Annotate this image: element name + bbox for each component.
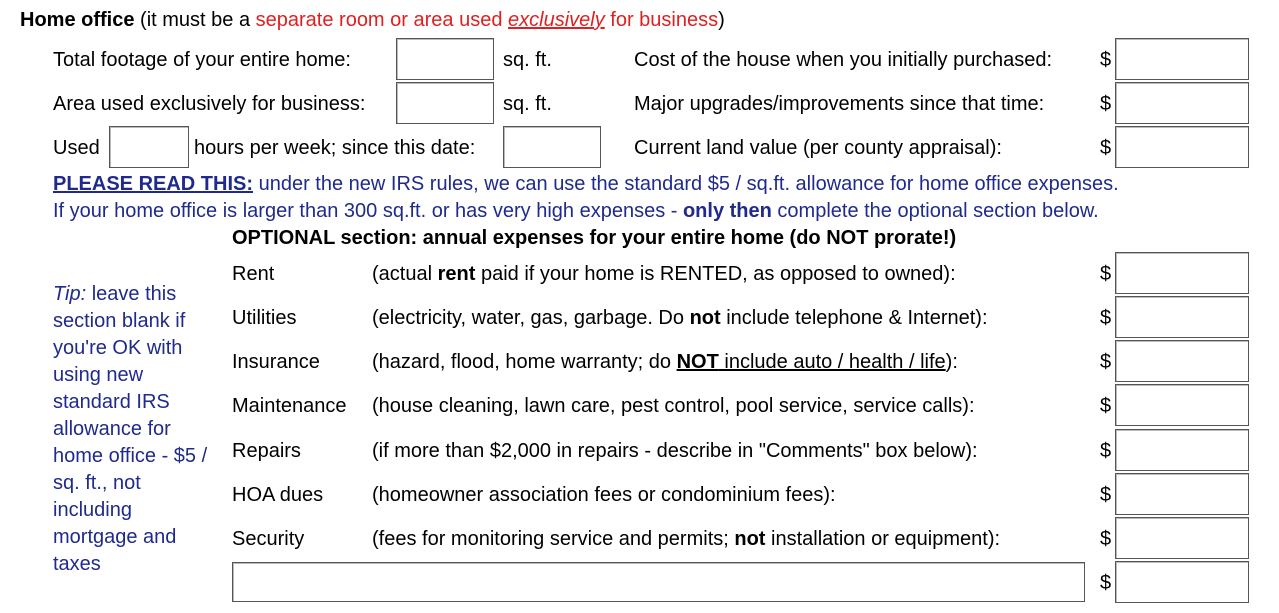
notice-line-1 xyxy=(53,172,1119,196)
rent-desc-c: paid if your home is RENTED, as opposed to owned): xyxy=(475,263,956,285)
maintenance-input[interactable] xyxy=(1115,384,1249,426)
notice-text-1: under the new IRS rules, we can use the standard $5 / sq.ft. allowance for home office expenses. xyxy=(253,173,1119,195)
rent-desc-bold: rent xyxy=(437,263,476,285)
currency-sign: $ xyxy=(1100,395,1112,417)
expense-desc-maintenance: (house cleaning, lawn care, pest control, pool service, service calls): xyxy=(372,395,975,417)
rent-input[interactable] xyxy=(1115,252,1249,294)
sqft-unit-2: sq. ft. xyxy=(503,93,552,115)
since-date-input[interactable] xyxy=(503,126,601,168)
expense-name-hoa: HOA dues xyxy=(232,484,324,506)
expense-name-repairs: Repairs xyxy=(232,440,301,462)
cost-label: Cost of the house when you initially purchased: xyxy=(634,49,1053,71)
expense-name-security: Security xyxy=(232,528,305,550)
optional-title-c: prorate!) xyxy=(868,227,957,249)
security-input[interactable] xyxy=(1115,517,1249,559)
heading-paren-open: (it must be a xyxy=(140,9,256,31)
notice-line-2 xyxy=(53,199,1099,223)
utilities-desc-bold: not xyxy=(689,307,721,329)
expense-desc-security xyxy=(372,527,1000,551)
notice-heading: PLEASE READ THIS: xyxy=(53,173,254,195)
expense-name-utilities: Utilities xyxy=(232,307,297,329)
used-label: Used xyxy=(53,137,100,159)
currency-sign: $ xyxy=(1100,263,1112,285)
optional-title-not: NOT xyxy=(826,227,869,249)
currency-sign: $ xyxy=(1100,484,1112,506)
tip-label: Tip: xyxy=(53,283,87,305)
land-value-label: Current land value (per county appraisal): xyxy=(634,137,1002,159)
repairs-input[interactable] xyxy=(1115,429,1249,471)
currency-sign: $ xyxy=(1100,528,1112,550)
insurance-desc-c: include auto / health / life xyxy=(718,351,946,373)
total-footage-label: Total footage of your entire home: xyxy=(53,49,351,71)
utilities-desc-a: (electricity, water, gas, garbage. Do xyxy=(372,307,690,329)
currency-sign: $ xyxy=(1100,137,1112,159)
utilities-desc-c: include telephone & Internet): xyxy=(720,307,988,329)
tip-text: leave this section blank if you're OK with using new standard IRS allowance for home office - $5 / sq. ft., not including mortgage and taxes xyxy=(53,283,208,575)
area-business-input[interactable] xyxy=(396,82,494,124)
insurance-desc-not: NOT xyxy=(676,351,719,373)
heading-red-text-2: for business xyxy=(604,9,719,31)
security-desc-a: (fees for monitoring service and permits; xyxy=(372,528,735,550)
hours-label: hours per week; since this date: xyxy=(194,137,476,159)
sqft-unit-1: sq. ft. xyxy=(503,49,552,71)
currency-sign: $ xyxy=(1100,307,1112,329)
currency-sign: $ xyxy=(1100,351,1112,373)
tip-note xyxy=(53,281,213,578)
notice-only-then: only then xyxy=(682,200,772,222)
expense-desc-repairs: (if more than $2,000 in repairs - describe in "Comments" box below): xyxy=(372,440,978,462)
other-expense-description-input[interactable] xyxy=(232,562,1085,602)
insurance-desc-a: (hazard, flood, home warranty; do xyxy=(372,351,677,373)
currency-sign: $ xyxy=(1100,440,1112,462)
currency-sign: $ xyxy=(1100,49,1112,71)
notice-text-2c: complete the optional section below. xyxy=(771,200,1099,222)
expense-name-insurance: Insurance xyxy=(232,351,320,373)
cost-input[interactable] xyxy=(1115,38,1249,80)
section-heading xyxy=(20,8,725,32)
hoa-input[interactable] xyxy=(1115,473,1249,515)
security-desc-bold: not xyxy=(734,528,766,550)
land-value-input[interactable] xyxy=(1115,126,1249,168)
security-desc-c: installation or equipment): xyxy=(765,528,1001,550)
area-business-label: Area used exclusively for business: xyxy=(53,93,366,115)
notice-text-2a: If your home office is larger than 300 sq.ft. or has very high expenses - xyxy=(53,200,683,222)
heading-red-text: separate room or area used xyxy=(255,9,509,31)
expense-name-maintenance: Maintenance xyxy=(232,395,347,417)
rent-desc-a: (actual xyxy=(372,263,438,285)
heading-exclusively: exclusively xyxy=(508,9,605,31)
section-title: Home office xyxy=(20,9,135,31)
total-footage-input[interactable] xyxy=(396,38,494,80)
optional-section-title xyxy=(232,226,956,250)
currency-sign: $ xyxy=(1100,572,1112,594)
heading-paren-close: ) xyxy=(718,9,725,31)
utilities-input[interactable] xyxy=(1115,296,1249,338)
upgrades-label: Major upgrades/improvements since that time: xyxy=(634,93,1045,115)
expense-desc-insurance xyxy=(372,350,958,374)
optional-title-a: OPTIONAL section: annual expenses for your entire home (do xyxy=(232,227,827,249)
expense-desc-rent xyxy=(372,262,956,286)
expense-desc-utilities xyxy=(372,306,988,330)
expense-desc-hoa: (homeowner association fees or condominium fees): xyxy=(372,484,836,506)
other-expense-amount-input[interactable] xyxy=(1115,561,1249,603)
upgrades-input[interactable] xyxy=(1115,82,1249,124)
hours-per-week-input[interactable] xyxy=(109,126,189,168)
currency-sign: $ xyxy=(1100,93,1112,115)
expense-name-rent: Rent xyxy=(232,263,275,285)
insurance-input[interactable] xyxy=(1115,340,1249,382)
insurance-desc-d: ): xyxy=(945,351,958,373)
